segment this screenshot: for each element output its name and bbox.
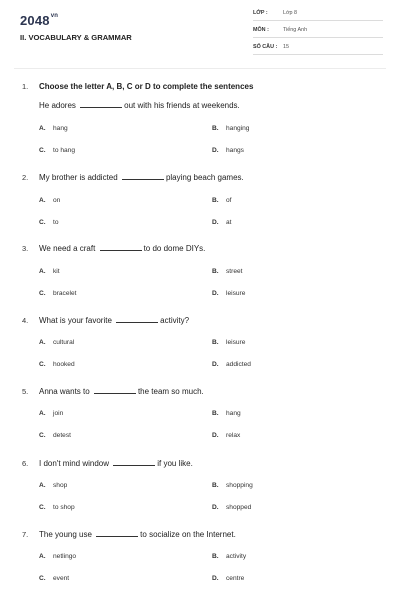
option-c[interactable]: C. detest [39, 432, 71, 439]
option-a[interactable]: A. join [39, 410, 64, 417]
question-number: 3. [22, 244, 29, 253]
option-a[interactable]: A. netlingo [39, 553, 77, 560]
site-logo: $2048^{vn}$ [20, 13, 59, 28]
option-a[interactable]: A. kit [39, 268, 60, 275]
option-c[interactable]: C. to hang [39, 147, 75, 154]
option-b[interactable]: B. shopping [212, 482, 253, 489]
option-b[interactable]: B. hanging [212, 125, 250, 132]
question-sentence: Anna wants to the team so much. [39, 387, 204, 396]
worksheet-header [0, 0, 400, 62]
option-d[interactable]: D. relax [212, 432, 241, 439]
question-sentence: I don't mind window if you like. [39, 459, 193, 468]
question-number: 2. [22, 173, 29, 182]
question-sentence: My brother is addicted playing beach games. [39, 173, 244, 182]
option-a[interactable]: A. hang [39, 125, 68, 132]
option-d[interactable]: D. at [212, 219, 232, 226]
meta-class-value: Lớp 8 [283, 10, 298, 16]
answer-blank [94, 387, 136, 394]
question-number: 4. [22, 316, 29, 325]
meta-count-value: 15 [283, 44, 289, 50]
header-divider [14, 68, 386, 69]
question-sentence: The young use to socialize on the Internet. [39, 530, 236, 539]
question-number: 7. [22, 530, 29, 539]
option-c[interactable]: C. to shop [39, 504, 75, 511]
answer-blank [80, 101, 122, 108]
option-d[interactable]: D. centre [212, 575, 245, 582]
option-a[interactable]: A. cultural [39, 339, 75, 346]
meta-count-label: SỐ CÂU : [253, 44, 278, 50]
option-d[interactable]: D. addicted [212, 361, 251, 368]
option-c[interactable]: C. event [39, 575, 70, 582]
option-c[interactable]: C. to [39, 219, 59, 226]
answer-blank [96, 530, 138, 537]
option-a[interactable]: A. on [39, 197, 61, 204]
question-sentence: We need a craft to do dome DIYs. [39, 244, 206, 253]
option-c[interactable]: C. bracelet [39, 290, 77, 297]
answer-blank [100, 244, 142, 251]
section-title: II. VOCABULARY & GRAMMAR [20, 33, 132, 42]
option-a[interactable]: A. shop [39, 482, 68, 489]
question-number: 6. [22, 459, 29, 468]
answer-blank [122, 173, 164, 180]
question-sentence: He adores out with his friends at weekends. [39, 101, 240, 110]
option-b[interactable]: B. leisure [212, 339, 246, 346]
meta-class-label: LỚP : [253, 10, 268, 16]
option-d[interactable]: D. leisure [212, 290, 246, 297]
option-b[interactable]: B. of [212, 197, 232, 204]
question-instruction: Choose the letter A, B, C or D to complete the sentences [39, 82, 254, 91]
question-sentence: What is your favorite activity? [39, 316, 190, 325]
meta-subject-value: Tiếng Anh [283, 27, 308, 33]
meta-count [253, 40, 383, 55]
option-c[interactable]: C. hooked [39, 361, 75, 368]
option-d[interactable]: D. hangs [212, 147, 244, 154]
answer-blank [116, 316, 158, 323]
meta-subject [253, 23, 383, 38]
meta-subject-label: MÔN : [253, 27, 269, 33]
option-b[interactable]: B. activity [212, 553, 247, 560]
option-b[interactable]: B. hang [212, 410, 241, 417]
question-number: 5. [22, 387, 29, 396]
option-b[interactable]: B. street [212, 268, 243, 275]
question-number: 1. [22, 82, 29, 91]
meta-class [253, 6, 383, 21]
option-d[interactable]: D. shopped [212, 504, 252, 511]
answer-blank [113, 459, 155, 466]
